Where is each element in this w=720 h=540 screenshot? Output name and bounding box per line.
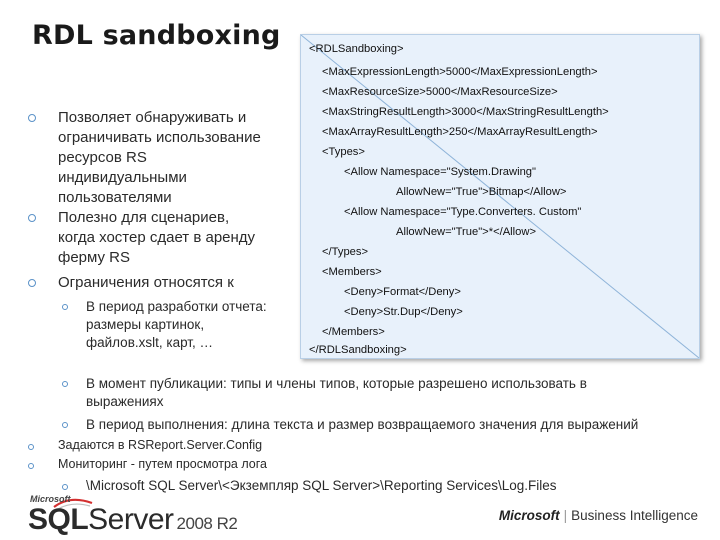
code-line: </RDLSandboxing> [309,344,407,356]
slide-title: RDL sandboxing [32,20,281,51]
bullet-marker [28,114,36,122]
server-label: Server [88,503,174,536]
sub-bullet-3: В период выполнения: длина текста и размер возвращаемого значения для выражений [86,417,639,432]
config-code-box [300,34,700,359]
code-line: <Allow Namespace="System.Drawing" [344,166,536,178]
sub-bullet-1 [86,298,267,352]
sub-bullet-marker [62,304,68,310]
code-line: </Types> [322,246,369,258]
bullet-1-line: пользователями [58,189,172,206]
sub-bullet-1-line: размеры картинок, [86,317,205,332]
business-intelligence-label: Business Intelligence [571,508,698,523]
sub-bullet-marker [62,381,68,387]
sql-label: SQL [28,503,89,536]
sub-bullet-2-line: В момент публикации: типы и члены типов, которые разрешено использовать в [86,376,587,391]
code-line: </Members> [322,326,385,338]
bullet-marker [28,463,34,469]
microsoft-small-label: Microsoft [30,494,71,504]
bullet-marker [28,279,36,287]
code-line: <Deny>Format</Deny> [344,286,461,298]
bullet-2-line: Полезно для сценариев, [58,209,230,226]
code-line: <MaxStringResultLength>3000</MaxStringResultLength> [322,106,609,118]
sub-bullet-1-line: В период разработки отчета: [86,299,267,314]
code-line: <RDLSandboxing> [309,43,404,55]
code-line: <Deny>Str.Dup</Deny> [344,306,463,318]
sub-bullet-2-line: выражениях [86,394,164,409]
sub-bullet-marker [62,484,68,490]
bullet-5: Мониторинг - путем просмотра лога [58,457,267,471]
code-line: AllowNew="True">Bitmap</Allow> [396,186,567,198]
bullet-1-line: Позволяет обнаруживать и [58,109,247,126]
microsoft-brand: Microsoft [498,508,560,523]
sub-bullet-1-line: файлов.xslt, карт, … [86,335,213,350]
code-line: AllowNew="True">*</Allow> [396,226,536,238]
bullet-1-line: индивидуальными [58,169,187,186]
code-line: <MaxExpressionLength>5000</MaxExpressionLength> [322,66,598,78]
version-label: 2008 R2 [176,514,238,533]
sub-bullet-marker [62,422,68,428]
bullet-1 [58,108,261,208]
bullet-marker [28,214,36,222]
microsoft-bi-logo [499,508,698,523]
sub-bullet-2 [86,375,587,411]
bullet-1-line: ресурсов RS [58,149,147,166]
bullet-4: Задаются в RSReport.Server.Config [58,438,263,452]
bullet-3: Ограничения относятся к [58,274,234,291]
code-line: <MaxResourceSize>5000</MaxResourceSize> [322,86,558,98]
logo-divider: | [563,508,568,523]
code-line: <Members> [322,266,382,278]
bullet-2 [58,208,255,268]
bullet-2-line: когда хостер сдает в аренду [58,229,256,246]
bullet-2-line: ферму RS [58,249,131,266]
bullet-marker [28,444,34,450]
code-line: <Types> [322,146,365,158]
bullet-1-line: ограничивать использование [58,129,261,146]
sql-server-logo [28,503,237,537]
code-line: <MaxArrayResultLength>250</MaxArrayResultLength> [322,126,598,138]
code-line: <Allow Namespace="Type.Converters. Custom" [344,206,582,218]
sub-bullet-log-path: \Microsoft SQL Server\<Экземпляр SQL Server>\Reporting Services\Log.Files [86,478,557,493]
